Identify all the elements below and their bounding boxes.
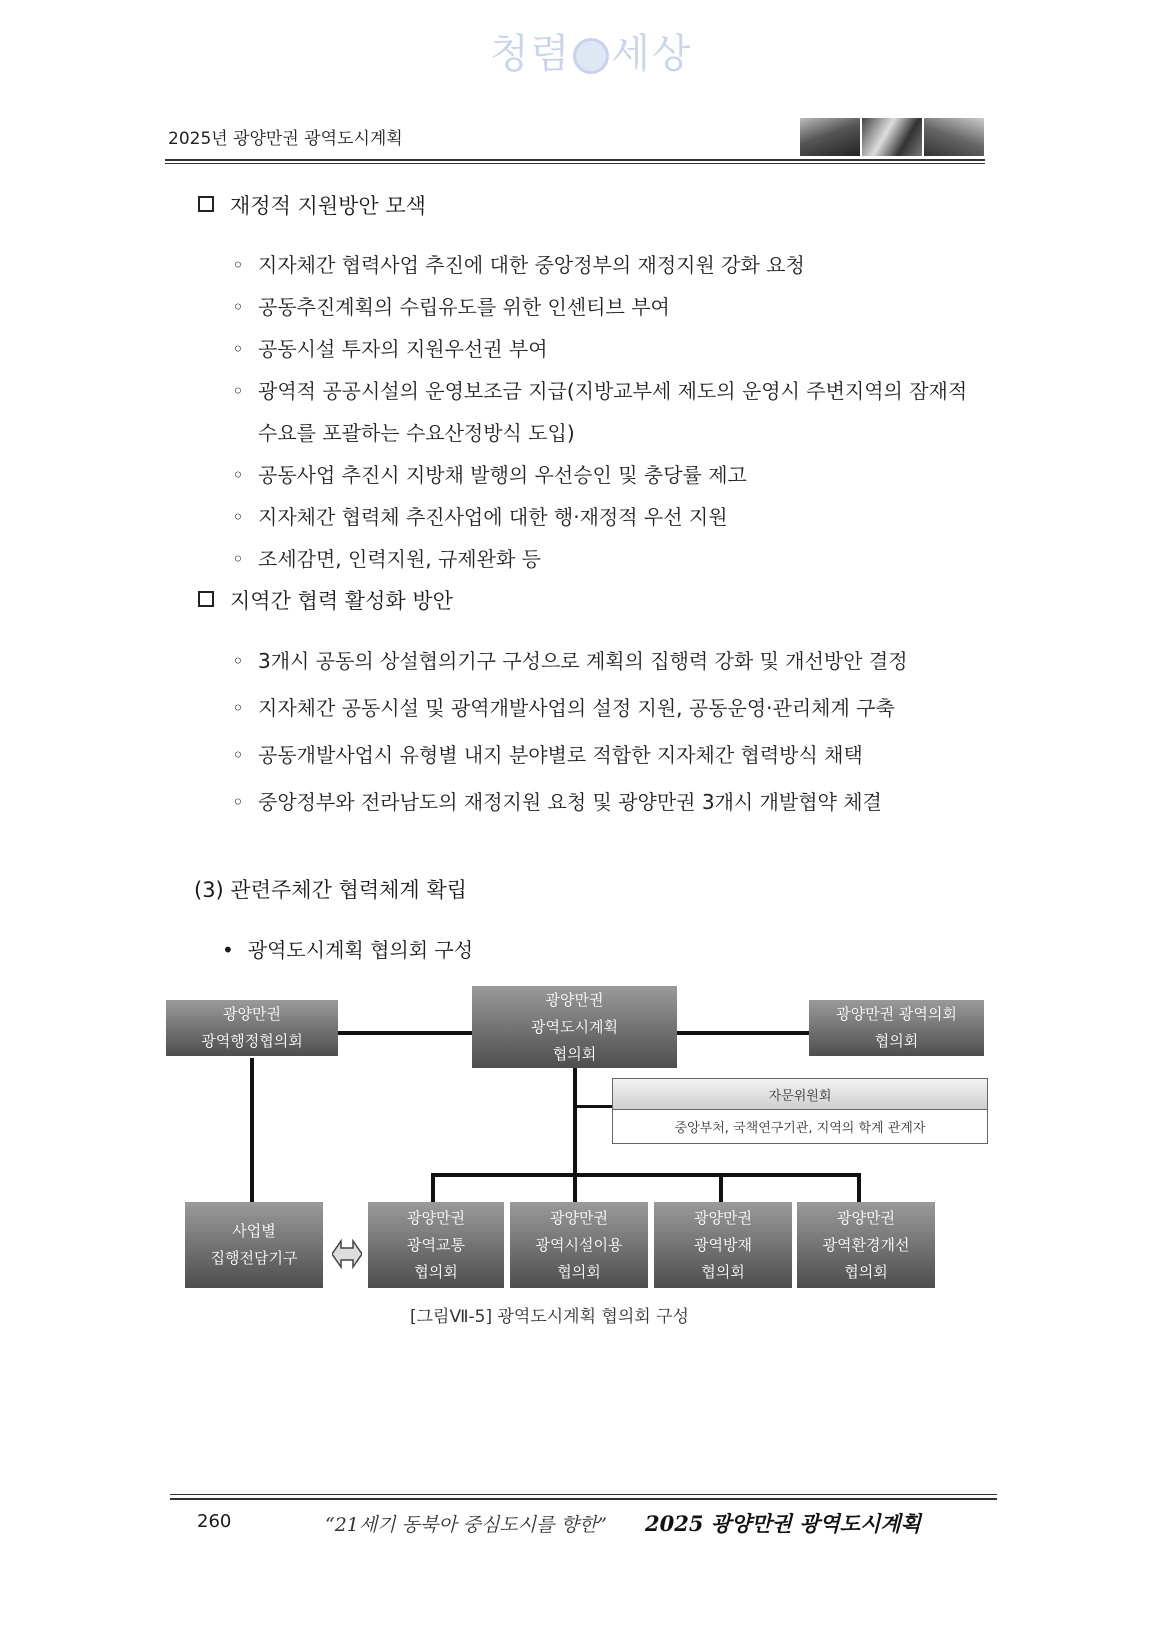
double-arrow-icon bbox=[332, 1237, 362, 1271]
header-photo-2 bbox=[862, 118, 922, 156]
connector-line bbox=[677, 1031, 809, 1035]
footer-slogan: “21세기 동북아 중심도시를 향한” bbox=[325, 1514, 607, 1536]
footer-rule bbox=[170, 1498, 997, 1500]
list-item: ◦ 광역적 공공시설의 운영보조금 지급(지방교부세 제도의 운영시 주변지역의 잠재적 bbox=[232, 379, 968, 403]
connector-line bbox=[575, 1105, 612, 1108]
node-environment-council: 광양만권 광역환경개선 협의회 bbox=[797, 1202, 935, 1288]
figure-caption: [그림Ⅶ-5] 광역도시계획 협의회 구성 bbox=[410, 1307, 689, 1327]
node-metro-planning-council: 광양만권 광역도시계획 협의회 bbox=[472, 986, 677, 1068]
section-title-financial: 재정적 지원방안 모색 bbox=[198, 190, 426, 220]
node-disaster-council: 광양만권 광역방재 협의회 bbox=[654, 1202, 792, 1288]
list-item: ◦ 공동추진계획의 수립유도를 위한 인센티브 부여 bbox=[232, 295, 670, 319]
connector-line bbox=[719, 1173, 723, 1202]
list-item: ◦ 공동사업 추진시 지방채 발행의 우선승인 및 충당률 제고 bbox=[232, 463, 747, 487]
list-item-continuation: 수요를 포괄하는 수요산정방식 도입) bbox=[258, 421, 575, 445]
subsection-title: (3) 관련주체간 협력체계 확립 bbox=[194, 878, 467, 902]
node-transport-council: 광양만권 광역교통 협의회 bbox=[368, 1202, 504, 1288]
connector-line bbox=[431, 1173, 861, 1177]
connector-line bbox=[250, 1058, 254, 1202]
list-item: ◦ 3개시 공동의 상설협의기구 구성으로 계획의 집행력 강화 및 개선방안 결정 bbox=[232, 649, 908, 673]
checkbox-bullet-icon bbox=[198, 196, 214, 212]
footer-rule-thin bbox=[170, 1494, 997, 1495]
connector-line bbox=[857, 1173, 861, 1202]
advisory-committee-title: 자문위원회 bbox=[612, 1078, 988, 1110]
header-photo-3 bbox=[924, 118, 984, 156]
logo-text-right: 세상 bbox=[611, 31, 693, 77]
header-rule-thin bbox=[165, 163, 985, 164]
header-photo-1 bbox=[800, 118, 860, 156]
logo-sun-icon bbox=[573, 38, 609, 74]
node-regional-admin-council: 광양만권 광역행정협의회 bbox=[166, 1000, 338, 1056]
node-regional-assembly-council: 광양만권 광역의회 협의회 bbox=[809, 1000, 984, 1056]
node-project-agency: 사업별 집행전담기구 bbox=[185, 1202, 323, 1288]
list-item: ◦ 조세감면, 인력지원, 규제완화 등 bbox=[232, 547, 541, 571]
header-rule bbox=[165, 159, 985, 161]
list-item: ◦ 공동개발사업시 유형별 내지 분야별로 적합한 지자체간 협력방식 채택 bbox=[232, 743, 863, 767]
header-photos bbox=[800, 118, 984, 156]
advisory-committee-members: 중앙부처, 국책연구기관, 지역의 학계 관계자 bbox=[612, 1110, 988, 1144]
list-item: ◦ 지자체간 공동시설 및 광역개발사업의 설정 지원, 공동운영·관리체계 구축 bbox=[232, 696, 895, 720]
connector-line bbox=[338, 1031, 472, 1035]
list-item: ◦ 지자체간 협력사업 추진에 대한 중앙정부의 재정지원 강화 요청 bbox=[232, 253, 805, 277]
list-item: ◦ 공동시설 투자의 지원우선권 부여 bbox=[232, 337, 548, 361]
connector-line bbox=[431, 1173, 435, 1202]
list-item: ◦ 중앙정부와 전라남도의 재정지원 요청 및 광양만권 3개시 개발협약 체결 bbox=[232, 790, 882, 814]
page-number: 260 bbox=[197, 1511, 232, 1532]
logo-text-left: 청렴 bbox=[490, 31, 572, 77]
list-item: ◦ 지자체간 협력체 추진사업에 대한 행·재정적 우선 지원 bbox=[232, 505, 728, 529]
connector-line bbox=[573, 1068, 577, 1202]
logo bbox=[490, 22, 693, 79]
footer-title: 2025 광양만권 광역도시계획 bbox=[645, 1511, 921, 1536]
section-title-cooperation: 지역간 협력 활성화 방안 bbox=[198, 585, 453, 615]
checkbox-bullet-icon bbox=[198, 591, 214, 607]
bullet-item: • 광역도시계획 협의회 구성 bbox=[222, 938, 474, 962]
header-title: 2025년 광양만권 광역도시계획 bbox=[168, 129, 403, 149]
node-facility-council: 광양만권 광역시설이용 협의회 bbox=[510, 1202, 648, 1288]
